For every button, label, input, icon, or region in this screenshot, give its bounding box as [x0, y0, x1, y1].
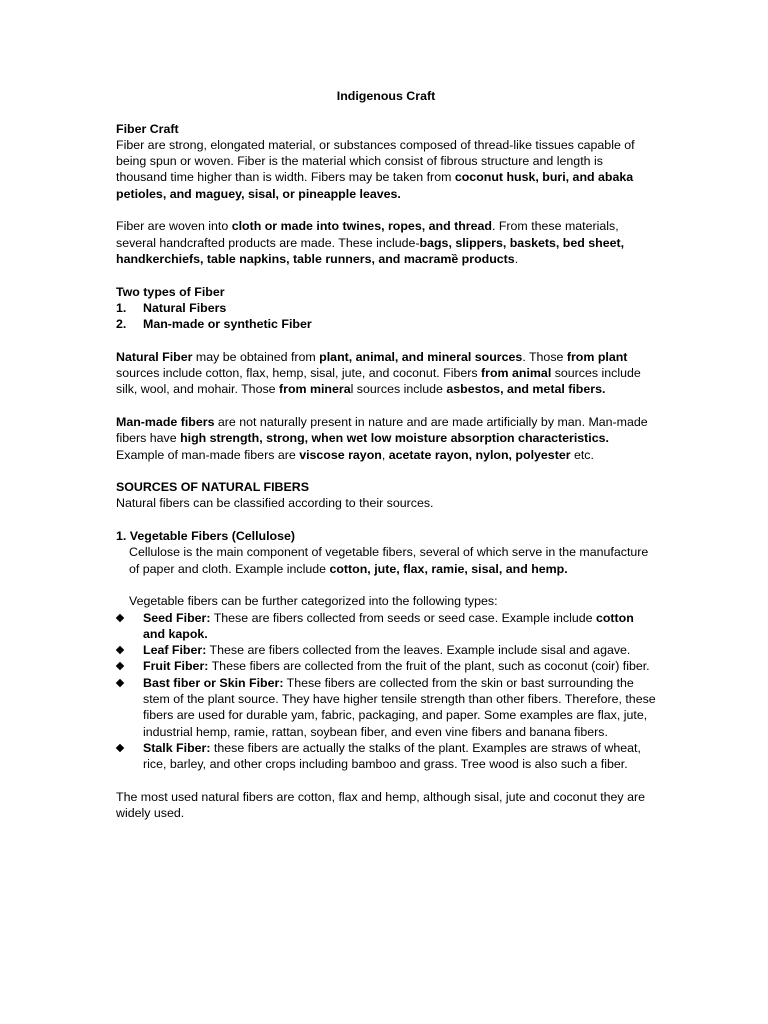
text-run: These fibers are collected from the fruit of the plant, such as coconut (coir) fiber. [208, 659, 650, 674]
list-item-text [143, 611, 634, 641]
list-item-label: Man-made or synthetic Fiber [143, 317, 312, 332]
text-run: Cellulose is the main component of vegetable fibers, several of which serve in the manufacture of paper and cloth. Example include [129, 545, 649, 576]
bold-text: Seed Fiber: [143, 610, 211, 625]
bold-text: from animal [481, 366, 552, 381]
text-run: These are fibers collected from seeds or seed case. Example include [210, 610, 596, 625]
bold-text: Fruit Fiber: [143, 659, 209, 674]
bold-text: high strength, strong, when wet low moisture absorption characteristics. [180, 431, 609, 446]
text-run: These fibers are collected from the skin or bast surrounding the stem of the plant source. They have higher tensile strength than other fibers. Therefore, these fibers are used for durable yam, fabric, packaging, and paper. Some examples are flax, jute, industrial hemp, ramie, rattan, soybean fiber, and even vine fibers and banana fibers. [143, 675, 656, 739]
bold-text: Stalk Fiber: [143, 740, 211, 755]
sources-intro: Natural fibers can be classified according to their sources. [116, 496, 434, 511]
bold-text: acetate rayon, nylon, polyester [388, 447, 571, 462]
text-run: l sources include [350, 382, 447, 397]
text-run: These are fibers collected from the leaves. Example include sisal and agave. [206, 643, 631, 658]
fiber-craft-paragraph-1 [116, 137, 656, 202]
bold-text: from plant [566, 349, 628, 364]
list-item [116, 740, 656, 773]
list-item-text [143, 741, 641, 771]
list-item-text [143, 676, 656, 739]
bold-text: Bast fiber or Skin Fiber: [143, 675, 284, 690]
types-heading: Two types of Fiber [116, 284, 225, 299]
bold-text: from minera [279, 382, 351, 397]
bold-text: cloth or made into twines, ropes, and thread [231, 219, 492, 234]
bold-text: asbestos, and metal fibers. [446, 382, 606, 397]
text-run: Fiber are woven into [116, 219, 232, 234]
text-run: Fiber are strong, elongated material, or substances composed of thread-like tissues capable of being spun or woven. Fiber is the material which consist of fibrous structure and length is thousand time higher than is width. Fibers may be taken from [116, 137, 635, 185]
bold-text: cotton and kapok. [143, 610, 634, 641]
text-run: . [514, 251, 519, 266]
diamond-bullet-icon [116, 646, 124, 654]
text-run: these fibers are actually the stalks of the plant. Examples are straws of wheat, rice, barley, and other crops including bamboo and grass. Tree wood is also such a fiber. [143, 740, 641, 772]
natural-fiber-paragraph [116, 349, 656, 398]
diamond-bullet-icon [116, 614, 124, 622]
fiber-craft-paragraph-2 [116, 218, 656, 267]
text-run: sources include cotton, flax, hemp, sisal, jute, and coconut. Fibers [116, 366, 482, 381]
sources-heading: SOURCES OF NATURAL FIBERS [116, 480, 309, 495]
types-list [116, 300, 656, 333]
list-item-label: Natural Fibers [143, 300, 227, 315]
bold-text: Natural Fiber [116, 349, 193, 364]
bold-text: coconut husk, buri, and abaka petioles, and maguey, sisal, or pineapple leaves. [116, 170, 634, 201]
list-item-text [143, 643, 630, 657]
list-item [116, 658, 656, 674]
document-body [116, 88, 656, 821]
bold-text: Leaf Fiber: [143, 643, 207, 658]
bold-text: Man-made fibers [116, 414, 215, 429]
text-run: sources include silk, wool, and mohair. Those [116, 366, 641, 397]
fiber-craft-heading: Fiber Craft [116, 121, 179, 136]
list-item [116, 610, 656, 643]
bold-text: cotton, jute, flax, ramie, sisal, and hemp. [329, 561, 568, 576]
page-title: Indigenous Craft [336, 89, 436, 103]
vegetable-heading: 1. Vegetable Fibers (Cellulose) [116, 529, 296, 544]
list-item [116, 642, 656, 658]
text-run: etc. [570, 447, 594, 462]
vegetable-paragraph-2: Vegetable fibers can be further categorized into the following types: [129, 594, 498, 609]
list-number: 1. [116, 300, 127, 315]
types-list-item [116, 300, 656, 316]
bold-text: plant, animal, and mineral sources [319, 349, 523, 364]
text-run: . Those [522, 349, 567, 364]
diamond-bullet-icon [116, 744, 124, 752]
bold-text: viscose rayon [299, 447, 382, 462]
list-item-text [143, 659, 650, 673]
closing-paragraph: The most used natural fibers are cotton, flax and hemp, although sisal, jute and coconut they are widely used. [116, 789, 645, 821]
bold-text: bags, slippers, baskets, bed sheet, handkerchiefs, table napkins, table runners, and macramȅ products [116, 235, 625, 266]
text-run: . From these materials, several handcrafted products are made. These include- [116, 219, 619, 250]
text-run: , [381, 447, 389, 462]
list-number: 2. [116, 317, 127, 332]
list-item [116, 675, 656, 740]
types-list-item [116, 316, 656, 332]
fiber-types-list [116, 610, 656, 773]
text-run: are not naturally present in nature and are made artificially by man. Man-made fibers have [116, 414, 648, 446]
text-run: Example of man-made fibers are [116, 447, 300, 462]
man-made-paragraph [116, 414, 656, 463]
text-run: may be obtained from [192, 349, 320, 364]
vegetable-paragraph-1 [116, 544, 656, 577]
diamond-bullet-icon [116, 662, 124, 670]
diamond-bullet-icon [116, 679, 124, 687]
